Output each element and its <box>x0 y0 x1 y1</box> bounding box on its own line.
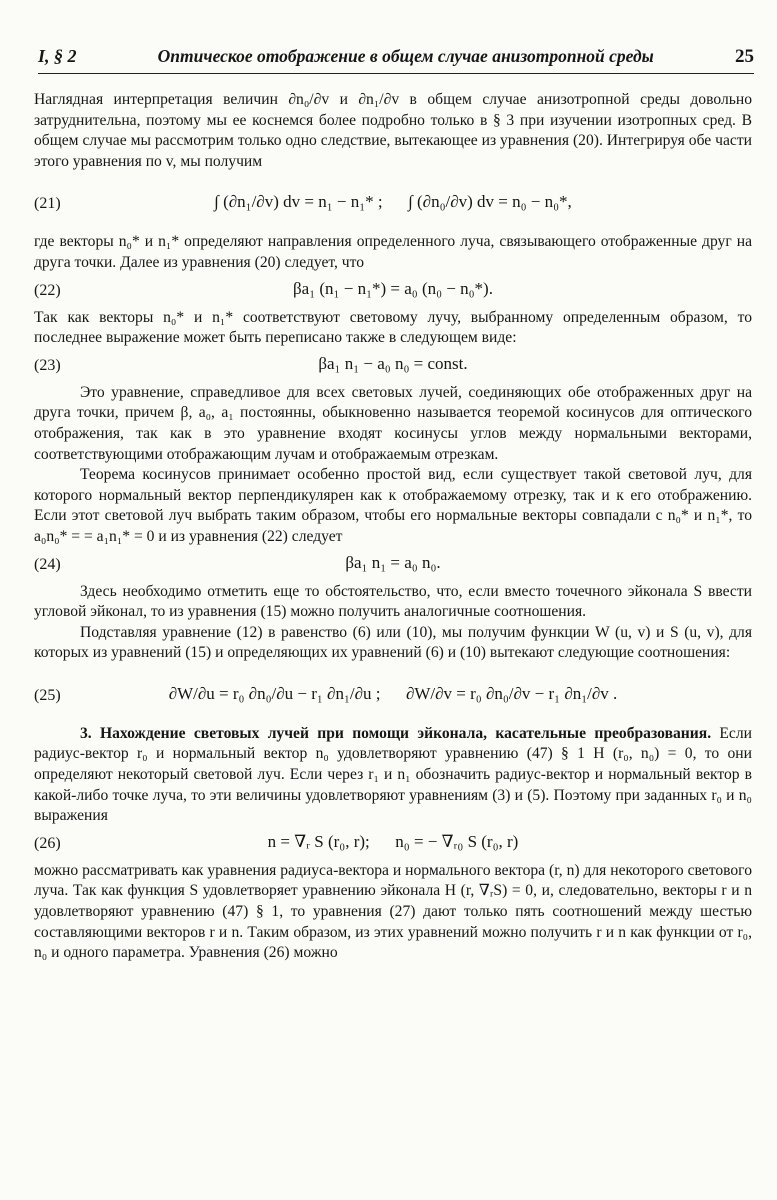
running-title: Оптическое отображение в общем случае анизотропной среды <box>157 46 654 66</box>
equation-expression: βa₁ (n₁ − n₁*) = a₀ (n₀ − n₀*). <box>293 278 493 298</box>
equation-number: (26) <box>34 834 61 852</box>
equation-number: (25) <box>34 686 61 704</box>
equation-number: (21) <box>34 195 61 213</box>
paragraph-1: Наглядная интерпретация величин ∂n₀/∂v и ∂n₁/∂v в общем случае анизотропной среды довольно затруднительна, поэтому мы ее коснемся более подробно только в § 3 при изучении изотропных сред. В общем случае мы рассмотрим только одно следствие, вытекающее из уравнения (20). Интегрируя обе части этого уравнения по v, мы получим <box>34 91 752 170</box>
paragraph-3: Так как векторы n₀* и n₁* соответствуют световому лучу, выбранному определенным образом, то последнее выражение может быть переписано также в следующем виде: <box>34 308 752 347</box>
section-heading: 3. Нахождение световых лучей при помощи эйконала, касательные преобразования. <box>80 724 712 742</box>
paragraph-6: Здесь необходимо отметить еще то обстоятельство, что, если вместо точечного эйконала S ввести угловой эйконал, то из уравнения (15) можно получить аналогичные соотношения. <box>34 582 752 621</box>
chapter-label: I, § 2 <box>38 46 77 66</box>
equation-21 <box>34 180 752 226</box>
paragraph-2: где векторы n₀* и n₁* определяют направления определенного луча, связывающего отображенные друг на друга точки. Далее из уравнения (20) следует, что <box>34 233 752 271</box>
equation-expression: ∂W/∂u = r₀ ∂n₀/∂u − r₁ ∂n₁/∂u ; ∂W/∂v = r₀ ∂n₀/∂v − r₁ ∂n₁/∂v . <box>168 683 618 703</box>
paragraph-7: Подставляя уравнение (12) в равенство (6) или (10), мы получим функции W (u, v) и S (u, v), для которых из уравнений (15) и определяющих их уравнений (6) и (10) вытекают следующие соотношения: <box>34 623 752 662</box>
equation-expression: βa₁ n₁ = a₀ n₀. <box>345 552 441 572</box>
equation-25 <box>34 672 752 718</box>
equation-23 <box>34 353 752 379</box>
equation-22 <box>34 278 752 304</box>
equation-number: (23) <box>34 356 61 374</box>
paragraph-8: Если радиус-вектор r₀ и нормальный вектор n₀ удовлетворяют уравнению (47) § 1 H (r₀, n₀) = 0, то они определяют некоторый световой луч. Если через r₁ и n₁ обозначить радиус-вектор и нормальный вектор в какой-либо точке луча, то эти величины удовлетворяют уравнениям (3) и (5). Поэтому при заданных r₀ и n₀ выражения <box>34 724 752 825</box>
page-number: 25 <box>735 46 754 67</box>
equation-26 <box>34 831 752 857</box>
paragraph-4: Это уравнение, справедливое для всех световых лучей, соединяющих обе отображенных друг на друга точки, причем β, a₀, a₁ постоянны, обыкновенно называется теоремой косинусов для оптического отображения, так как в это уравнение входят косинусы углов между нормальными векторами, соответствующими отображающим лучам и отображаемым отрезкам. <box>34 383 752 463</box>
paragraph-5: Теорема косинусов принимает особенно простой вид, если существует такой световой луч, для которого нормальный вектор перпендикулярен как к отображаемому отрезку, так и к его отображению. Если этот световой луч выбрать таким образом, чтобы его нормальные векторы совпадали с n₀* и n₁*, то a₀n₀* = = a₁n₁* = 0 и из уравнения (22) следует <box>34 466 752 545</box>
equation-expression: βa₁ n₁ − a₀ n₀ = const. <box>318 353 468 373</box>
equation-expression: n = ∇ᵣ S (r₀, r); n₀ = − ∇ᵣ₀ S (r₀, r) <box>267 831 519 851</box>
running-header <box>38 46 754 74</box>
paragraph-9: можно рассматривать как уравнения радиуса-вектора и нормального вектора (r, n) для некоторого светового луча. Так как функция S удовлетворяет уравнению эйконала H (r, ∇ᵣS) = 0, и, следовательно, векторы r и n удовлетворяют уравнению (47) § 1, то уравнения (27) дают только пять соотношений между шестью составляющими векторов r и n. Таким образом, из этих уравнений можно получить r и n как функции от r₀, n₀ и одного параметра. Уравнения (26) можно <box>34 861 752 962</box>
equation-24 <box>34 552 752 578</box>
equation-number: (22) <box>34 281 61 299</box>
page-body <box>34 90 752 964</box>
equation-expression: ∫ (∂n₁/∂v) dv = n₁ − n₁* ; ∫ (∂n₀/∂v) dv = n₀ − n₀*, <box>214 192 572 212</box>
section-paragraph <box>34 724 752 827</box>
equation-number: (24) <box>34 555 61 573</box>
